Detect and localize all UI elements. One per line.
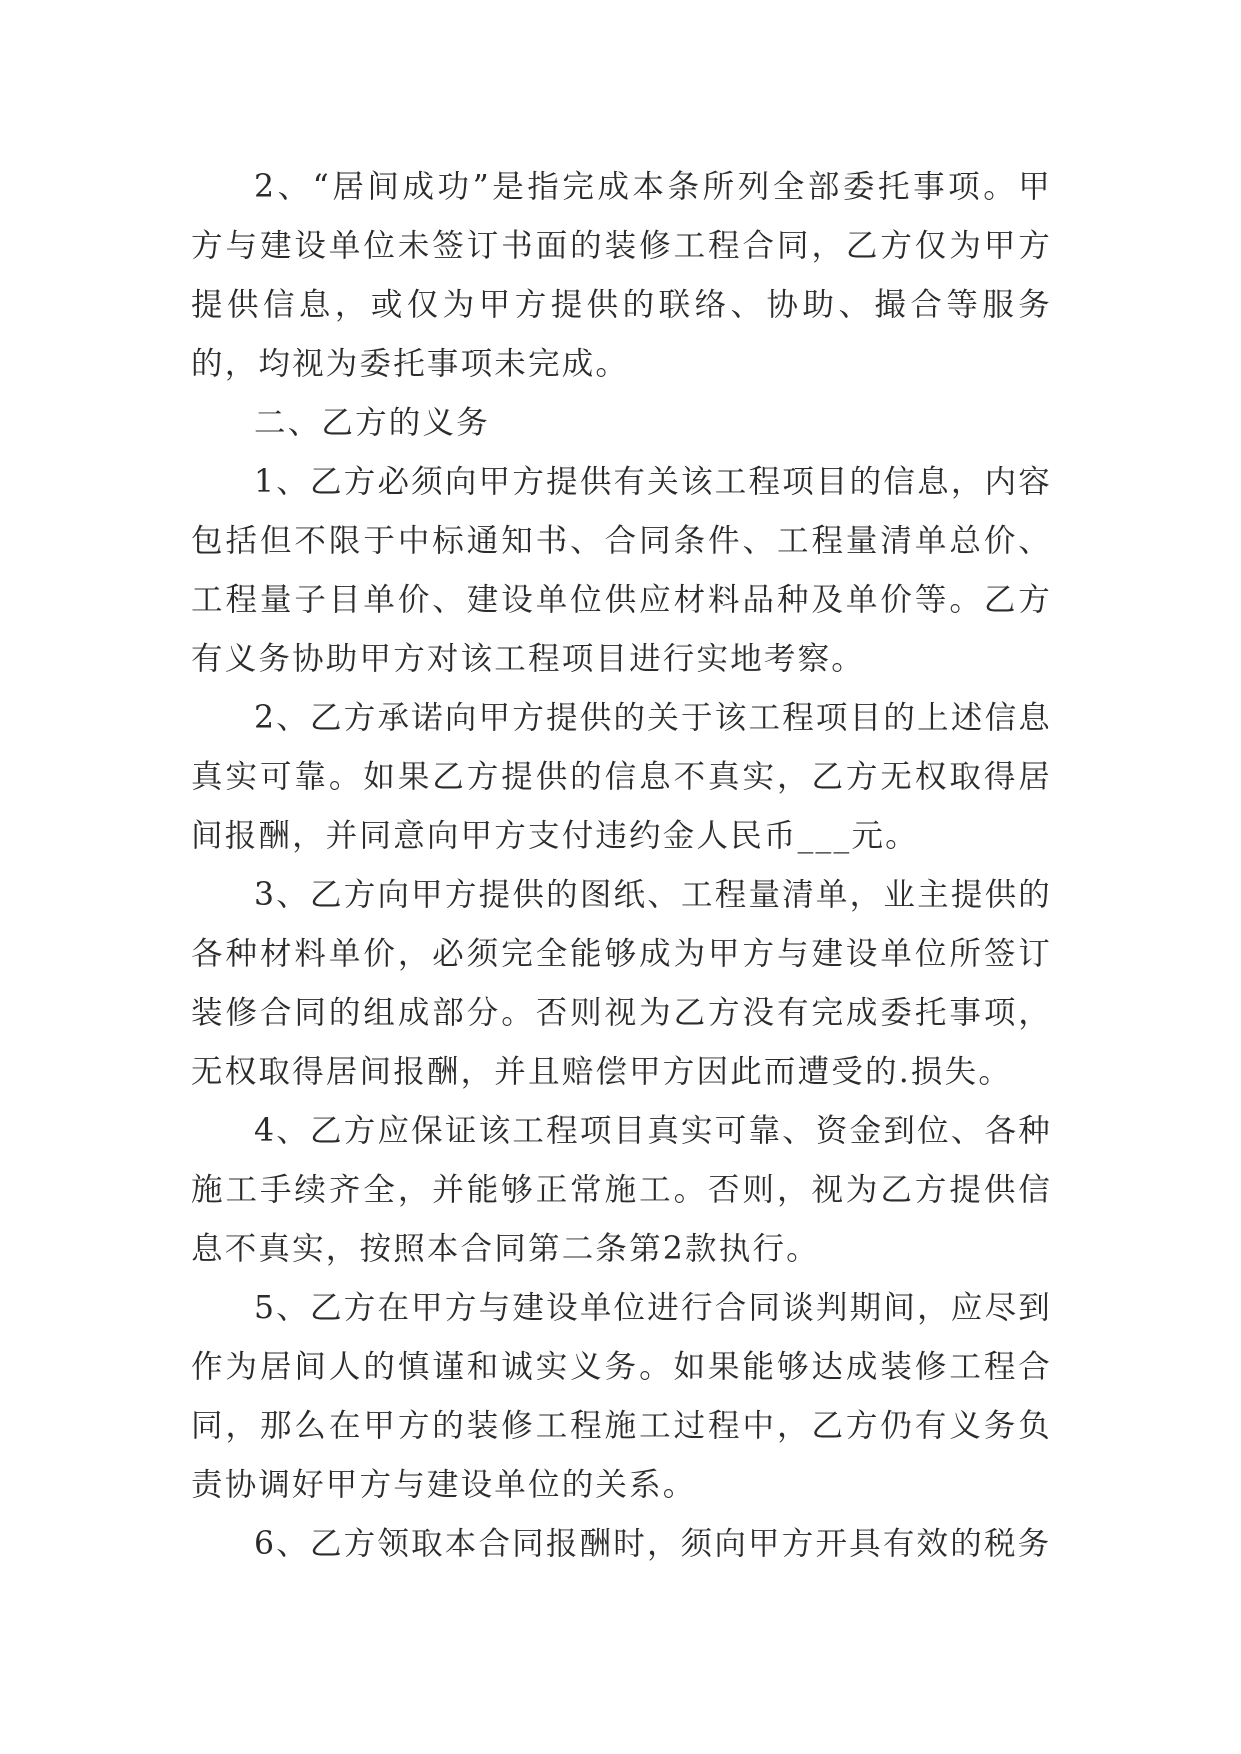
clause-paragraph: 2、“居间成功”是指完成本条所列全部委托事项。甲方与建设单位未签订书面的装修工程合同，乙方仅为甲方提供信息，或仅为甲方提供的联络、协助、撮合等服务的，均视为委托事项未完成。 [191,169,1052,382]
clause-paragraph: 2、乙方承诺向甲方提供的关于该工程项目的上述信息真实可靠。如果乙方提供的信息不真实，乙方无权取得居间报酬，并同意向甲方支付违约金人民币___元。 [191,700,1052,854]
clause-paragraph: 6、乙方领取本合同报酬时，须向甲方开具有效的税务 [254,1526,1052,1562]
document-body [191,158,1052,1574]
section-heading: 二、乙方的义务 [254,405,490,441]
clause-paragraph: 4、乙方应保证该工程项目真实可靠、资金到位、各种施工手续齐全，并能够正常施工。否则，视为乙方提供信息不真实，按照本合同第二条第2款执行。 [191,1113,1052,1267]
clause-paragraph: 5、乙方在甲方与建设单位进行合同谈判期间，应尽到作为居间人的慎谨和诚实义务。如果能够达成装修工程合同，那么在甲方的装修工程施工过程中，乙方仍有义务负责协调好甲方与建设单位的关系。 [191,1290,1052,1503]
clause-paragraph: 1、乙方必须向甲方提供有关该工程项目的信息，内容包括但不限于中标通知书、合同条件、工程量清单总价、工程量子目单价、建设单位供应材料品种及单价等。乙方有义务协助甲方对该工程项目进行实地考察。 [191,464,1052,677]
clause-paragraph: 3、乙方向甲方提供的图纸、工程量清单，业主提供的各种材料单价，必须完全能够成为甲方与建设单位所签订装修合同的组成部分。否则视为乙方没有完成委托事项，无权取得居间报酬，并且赔偿甲方因此而遭受的.损失。 [191,877,1052,1090]
